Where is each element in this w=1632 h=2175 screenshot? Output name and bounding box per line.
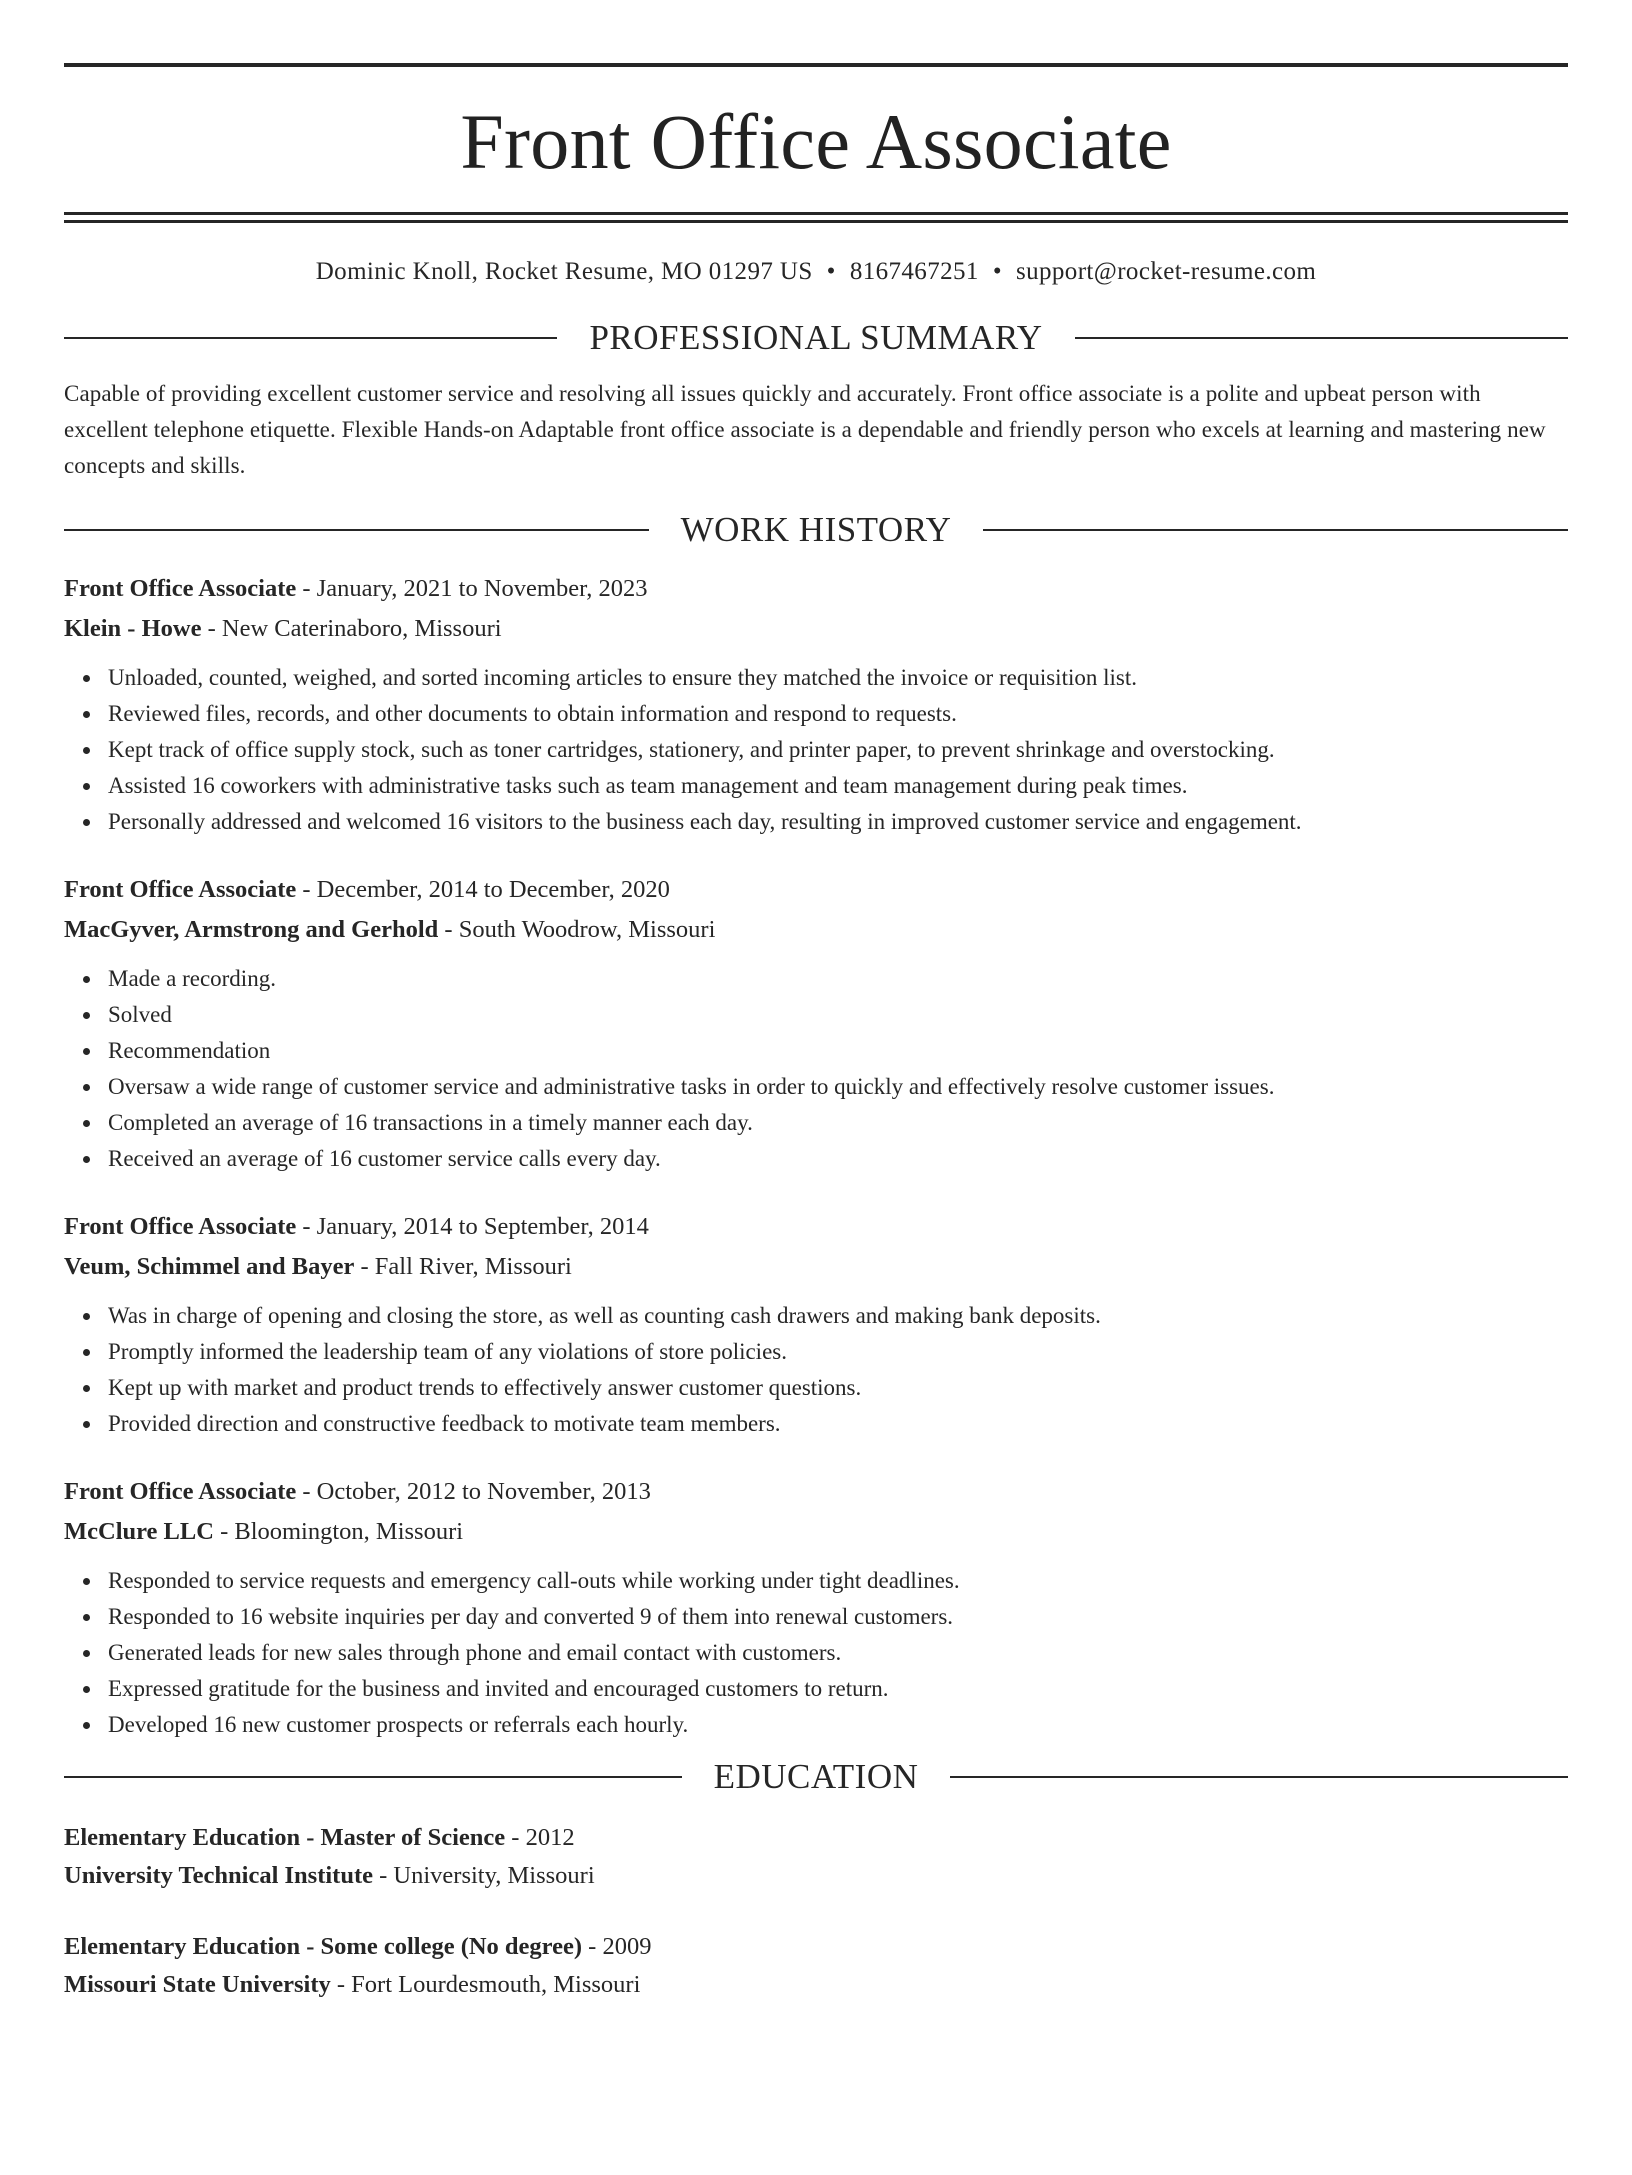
job-location: - South Woodrow, Missouri — [438, 915, 716, 943]
heading-rule-right — [950, 1776, 1568, 1778]
job-bullet: Expressed gratitude for the business and invited and encouraged customers to return. — [108, 1671, 1568, 1707]
contact-separator: • — [992, 258, 1002, 285]
job-entry — [64, 569, 1568, 840]
job-location: - Bloomington, Missouri — [213, 1517, 464, 1545]
contact-email: support@rocket-resume.com — [1015, 258, 1317, 285]
education-school: Missouri State University — [64, 1971, 331, 1998]
job-location: - Fall River, Missouri — [354, 1252, 572, 1280]
job-bullet: Responded to 16 website inquiries per day and converted 9 of them into renewal customers. — [108, 1599, 1568, 1635]
job-bullet: Kept up with market and product trends to effectively answer customer questions. — [108, 1370, 1568, 1406]
job-entry — [64, 870, 1568, 1177]
job-entry — [64, 1472, 1568, 1743]
job-title: Front Office Associate — [64, 876, 297, 903]
job-bullet: Received an average of 16 customer service calls every day. — [108, 1141, 1568, 1177]
heading-rule-left — [64, 1776, 682, 1778]
education-entry — [64, 1928, 1568, 2004]
contact-separator: • — [826, 258, 836, 285]
job-company-line — [64, 1247, 1568, 1287]
education-degree: Elementary Education - Some college (No degree) — [64, 1933, 583, 1960]
resume-page — [0, 63, 1632, 2175]
job-company: Veum, Schimmel and Bayer — [64, 1252, 355, 1280]
job-title: Front Office Associate — [64, 1478, 297, 1505]
summary-section-heading — [64, 318, 1568, 358]
heading-rule-left — [64, 337, 557, 339]
job-bullet: Made a recording. — [108, 961, 1568, 997]
job-bullet: Reviewed files, records, and other documents to obtain information and respond to requests. — [108, 696, 1568, 732]
job-bullet: Generated leads for new sales through phone and email contact with customers. — [108, 1635, 1568, 1671]
education-school-line — [64, 1966, 1568, 2004]
education-degree-line — [64, 1928, 1568, 1966]
job-bullet: Oversaw a wide range of customer service and administrative tasks in order to quickly and effectively resolve customer issues. — [108, 1069, 1568, 1105]
job-bullet: Completed an average of 16 transactions in a timely manner each day. — [108, 1105, 1568, 1141]
job-bullet: Assisted 16 coworkers with administrative tasks such as team management and team management during peak times. — [108, 768, 1568, 804]
education-degree-line — [64, 1819, 1568, 1857]
contact-phone: 8167467251 — [849, 258, 979, 285]
summary-text: Capable of providing excellent customer service and resolving all issues quickly and accurately. Front office associate is a polite and upbeat person with excellent telephone etiquette. Flexible Hands-on Adaptable front office associate is a dependable and friendly person who excels at learning and mastering new concepts and skills. — [64, 381, 1546, 478]
job-company-line — [64, 609, 1568, 649]
job-dates: - January, 2021 to November, 2023 — [296, 575, 648, 602]
contact-address: Dominic Knoll, Rocket Resume, MO 01297 US — [315, 258, 813, 285]
job-bullet-list — [64, 961, 1568, 1177]
job-company: MacGyver, Armstrong and Gerhold — [64, 915, 439, 943]
contact-line — [64, 256, 1568, 288]
job-title-line — [64, 569, 1568, 609]
job-dates: - January, 2014 to September, 2014 — [296, 1213, 649, 1240]
job-company: Klein - Howe — [64, 614, 202, 642]
job-bullet: Kept track of office supply stock, such as toner cartridges, stationery, and printer paper, to prevent shrinkage and overstocking. — [108, 732, 1568, 768]
job-bullet: Recommendation — [108, 1033, 1568, 1069]
job-bullet-list — [64, 1298, 1568, 1442]
education-section-heading — [64, 1757, 1568, 1797]
job-bullet: Personally addressed and welcomed 16 visitors to the business each day, resulting in improved customer service and engagement. — [108, 804, 1568, 840]
job-dates: - December, 2014 to December, 2020 — [296, 876, 670, 903]
heading-rule-right — [1075, 337, 1568, 339]
title-double-rule — [64, 212, 1568, 223]
job-bullet-list — [64, 1563, 1568, 1743]
education-school-line — [64, 1857, 1568, 1895]
work-history-heading-label: WORK HISTORY — [680, 510, 952, 549]
heading-rule-right — [983, 529, 1568, 531]
job-location: - New Caterinaboro, Missouri — [201, 614, 502, 642]
job-title-line — [64, 1207, 1568, 1247]
education-degree: Elementary Education - Master of Science — [64, 1824, 506, 1851]
job-bullet: Was in charge of opening and closing the store, as well as counting cash drawers and making bank deposits. — [108, 1298, 1568, 1334]
education-location: - University, Missouri — [373, 1862, 595, 1889]
heading-rule-left — [64, 529, 649, 531]
job-title: Front Office Associate — [64, 1213, 297, 1240]
job-bullet: Provided direction and constructive feedback to motivate team members. — [108, 1406, 1568, 1442]
job-bullet: Unloaded, counted, weighed, and sorted incoming articles to ensure they matched the invoice or requisition list. — [108, 660, 1568, 696]
education-school: University Technical Institute — [64, 1862, 373, 1889]
job-title-line — [64, 1472, 1568, 1512]
job-bullet: Promptly informed the leadership team of any violations of store policies. — [108, 1334, 1568, 1370]
resume-title: Front Office Associate — [460, 98, 1172, 185]
job-entry — [64, 1207, 1568, 1442]
job-dates: - October, 2012 to November, 2013 — [296, 1478, 651, 1505]
top-rule — [64, 63, 1568, 67]
job-title: Front Office Associate — [64, 575, 297, 602]
education-year: - 2012 — [505, 1824, 575, 1851]
job-company-line — [64, 910, 1568, 950]
job-bullet-list — [64, 660, 1568, 840]
job-company: McClure LLC — [64, 1517, 214, 1545]
job-company-line — [64, 1512, 1568, 1552]
job-bullet: Responded to service requests and emergency call-outs while working under tight deadlines. — [108, 1563, 1568, 1599]
job-bullet: Developed 16 new customer prospects or referrals each hourly. — [108, 1707, 1568, 1743]
education-heading-label: EDUCATION — [713, 1757, 919, 1796]
education-entry — [64, 1819, 1568, 1895]
work-history-section-heading — [64, 510, 1568, 550]
education-year: - 2009 — [582, 1933, 652, 1960]
education-location: - Fort Lourdesmouth, Missouri — [330, 1971, 641, 1998]
job-title-line — [64, 870, 1568, 910]
summary-heading-label: PROFESSIONAL SUMMARY — [589, 318, 1043, 357]
job-bullet: Solved — [108, 997, 1568, 1033]
